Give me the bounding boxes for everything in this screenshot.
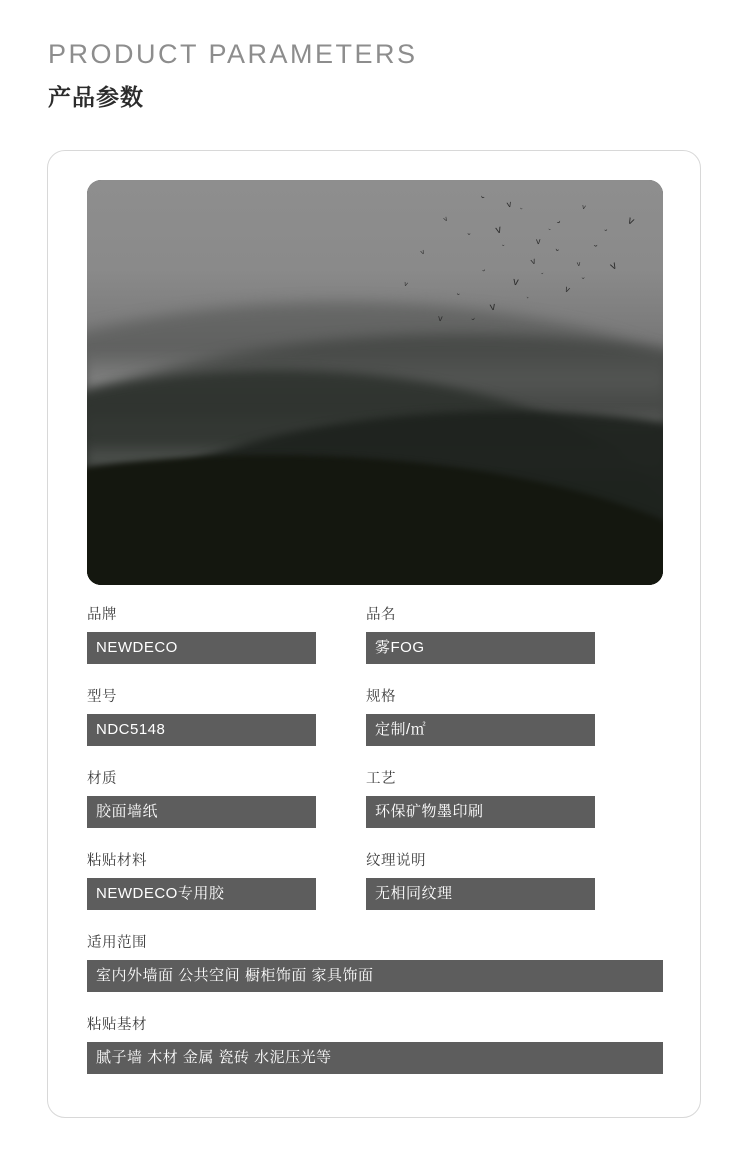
bird-icon: ˇ <box>552 247 560 261</box>
parameter-cell <box>366 767 595 828</box>
parameter-value: 胶面墙纸 <box>87 796 316 828</box>
bird-icon: ᴠ <box>489 300 497 313</box>
bird-icon: ˇ <box>454 292 460 303</box>
parameter-value: NEWDECO <box>87 632 316 664</box>
parameter-cell <box>87 685 316 746</box>
parameter-value: 无相同纹理 <box>366 878 595 910</box>
bird-icon: ᴠ <box>442 216 450 224</box>
page-title-english: PRODUCT PARAMETERS <box>48 39 418 69</box>
parameter-value: 雾FOG <box>366 632 595 664</box>
parameter-label: 材质 <box>87 771 117 787</box>
parameter-label: 规格 <box>366 689 396 705</box>
bird-icon: ˇ <box>604 227 610 238</box>
parameter-label: 品名 <box>366 607 396 623</box>
product-hero-image <box>87 180 663 585</box>
parameter-row <box>87 685 663 746</box>
parameter-row-wide <box>87 931 663 992</box>
birds-flock <box>87 180 663 585</box>
bird-icon: ˇ <box>581 276 586 287</box>
parameter-cell <box>366 685 595 746</box>
parameters-card <box>47 150 701 1118</box>
bird-icon: ᴠ <box>626 214 637 229</box>
bird-icon: ᴠ <box>402 280 409 289</box>
parameter-label: 适用范围 <box>87 935 147 951</box>
bird-icon: ˇ <box>523 297 529 305</box>
parameter-cell <box>87 849 316 910</box>
parameter-cell <box>87 931 663 992</box>
parameter-cell <box>87 767 316 828</box>
parameter-value: 环保矿物墨印刷 <box>366 796 595 828</box>
parameter-value: 室内外墙面 公共空间 橱柜饰面 家具饰面 <box>87 960 663 992</box>
parameter-label: 型号 <box>87 689 117 705</box>
bird-icon: ᴠ <box>608 259 619 273</box>
bird-icon: ˇ <box>593 243 598 256</box>
bird-icon: ᴠ <box>512 275 520 289</box>
bird-icon: ˇ <box>541 272 546 281</box>
bird-icon: ᴠ <box>494 223 503 237</box>
parameter-row-wide <box>87 1013 663 1074</box>
bird-icon: ˇ <box>517 208 523 216</box>
bird-icon: ᴠ <box>528 255 537 267</box>
parameter-row <box>87 849 663 910</box>
bird-icon: ˇ <box>547 228 551 236</box>
bird-icon: ˇ <box>466 231 471 242</box>
parameter-label: 粘贴基材 <box>87 1017 147 1033</box>
parameter-label: 纹理说明 <box>366 853 426 869</box>
parameter-list <box>87 603 663 1095</box>
parameter-label: 粘贴材料 <box>87 853 147 869</box>
bird-icon: ᴠ <box>563 283 572 295</box>
parameter-value: NEWDECO专用胶 <box>87 878 316 910</box>
bird-icon: ˇ <box>470 316 479 329</box>
bird-icon: ᴠ <box>419 248 426 257</box>
bird-icon: ˇ <box>501 244 505 252</box>
parameter-label: 工艺 <box>366 771 396 787</box>
bird-icon: ᴠ <box>438 312 444 323</box>
parameter-label: 品牌 <box>87 607 117 623</box>
parameter-row <box>87 767 663 828</box>
parameter-cell <box>366 603 595 664</box>
parameter-value: 定制/㎡ <box>366 714 595 746</box>
parameter-value: NDC5148 <box>87 714 316 746</box>
bird-icon: ᴠ <box>581 204 587 212</box>
page-header <box>48 38 418 112</box>
bird-icon: ˇ <box>476 194 485 208</box>
bird-icon: ˇ <box>556 219 566 232</box>
bird-icon: ᴠ <box>536 235 541 246</box>
parameter-cell <box>366 849 595 910</box>
bird-icon: ᴠ <box>576 260 581 269</box>
bird-icon: ˇ <box>481 268 490 279</box>
page-title-chinese: 产品参数 <box>48 84 144 111</box>
parameter-cell <box>87 603 316 664</box>
parameter-value: 腻子墙 木材 金属 瓷砖 水泥压光等 <box>87 1042 663 1074</box>
parameter-cell <box>87 1013 663 1074</box>
bird-icon: ᴠ <box>506 198 513 210</box>
parameter-row <box>87 603 663 664</box>
